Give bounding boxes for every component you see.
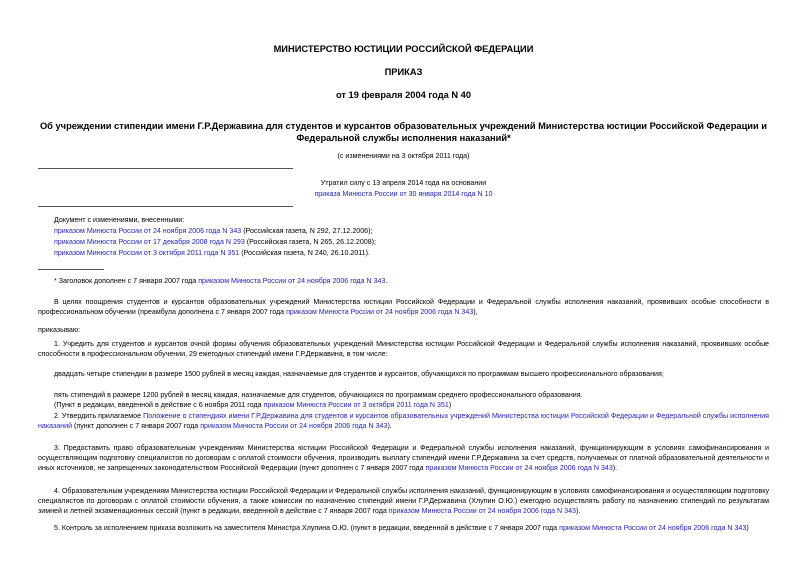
- item-4-link[interactable]: приказом Минюста России от 24 ноября 2006 года N 343: [388, 507, 576, 516]
- item-5: 5. Контроль за исполнением приказа возложить на заместителя Министра Хлупина О.Ю. (пункт в редакции, введенной в действие с 7 января 2007 года приказом Минюста России от 24 ноября 2006 года N 343): [54, 524, 749, 532]
- footnote-link[interactable]: приказом Минюста России от 24 ноября 2006 года N 343: [198, 277, 386, 285]
- amendments-heading: Документ с изменениями, внесенными:: [54, 216, 185, 224]
- footnote-divider: [38, 269, 104, 270]
- divider: [38, 168, 293, 169]
- item-5-link[interactable]: приказом Минюста России от 24 ноября 2006 года N 343: [559, 524, 747, 532]
- amended-note: (с изменениями на 3 октября 2011 года): [337, 152, 470, 160]
- item-1b: пять стипендий в размере 1200 рублей в месяц каждая, назначаемые для студентов, обучающихся по программам среднего профессионального образования.: [54, 391, 583, 399]
- ministry-title: МИНИСТЕРСТВО ЮСТИЦИИ РОССИЙСКОЙ ФЕДЕРАЦИИ: [273, 44, 534, 54]
- preamble-link[interactable]: приказом Минюста России от 24 ноября 2006 года N 343: [286, 308, 474, 317]
- item-4: 4. Образовательным учреждениям Министерства юстиции Российской Федерации и Федеральной службы исполнения наказаний, функционирующим в условиях самофинансирования и осуществляющим подготовку специалистов по договорам с оплатой стоимости обучения, а также комиссии по назначению стипендий имени Г.Р.Державина (Хлупин О.Ю.) ежегодно осуществлять работу по назначению стипендий по результатам зимней и летней экзаменационных сессий (пункт в редакции, введенной в действие с 7 января 2007 года приказом Минюста России от 24 ноября 2006 года N 343).: [38, 487, 769, 516]
- item-1a: двадцать четыре стипендии в размере 1500 рублей в месяц каждая, назначаемые для студентов и курсантов, обучающихся по программам высшего профессионального образования;: [54, 370, 664, 378]
- validity-link[interactable]: приказа Минюста России от 30 января 2014 года N 10: [314, 190, 493, 198]
- doc-type: ПРИКАЗ: [384, 67, 423, 77]
- item-1: 1. Учредить для студентов и курсантов очной формы обучения образовательных учреждений Министерства юстиции Российской Федерации и Федеральной службы исполнения наказаний, проявивших особые способности в профессиональном обучении, 29 ежегодных стипендий имени Г.Р.Державина, в том числе:: [38, 340, 769, 359]
- order-word: приказываю:: [38, 326, 81, 334]
- amendment-item: приказом Минюста России от 3 октября 2011 года N 351 (Российская газета, N 240, 26.10.2011).: [54, 249, 370, 257]
- footnote: * Заголовок дополнен с 7 января 2007 года приказом Минюста России от 24 ноября 2006 года N 343.: [54, 277, 388, 285]
- doc-date-number: от 19 февраля 2004 года N 40: [335, 90, 472, 100]
- item-3-link[interactable]: приказом Минюста России от 24 ноября 2006 года N 343: [425, 464, 613, 473]
- doc-title-line1: Об учреждении стипендии имени Г.Р.Державина для студентов и курсантов образовательных учреждений Министерства юстиции Российской Федерации и: [39, 121, 768, 131]
- amendment-link[interactable]: приказом Минюста России от 3 октября 2011 года N 351: [54, 249, 240, 257]
- item-2-link[interactable]: приказом Минюста России от 24 ноября 2006 года N 343: [200, 422, 388, 431]
- amendment-link[interactable]: приказом Минюста России от 17 декабря 2008 года N 293: [54, 238, 245, 246]
- divider: [38, 206, 293, 207]
- validity-text: Утратил силу с 13 апреля 2014 года на основании: [320, 179, 487, 187]
- amendment-item: приказом Минюста России от 24 ноября 2006 года N 343 (Российская газета, N 292, 27.12.2006);: [54, 227, 373, 235]
- item-1-note-link[interactable]: приказом Минюста России от 3 октября 2011 года N 351: [263, 401, 449, 409]
- doc-title-line2: Федеральной службы исполнения наказаний*: [296, 133, 511, 143]
- item-1-note: (Пункт в редакции, введенной в действие с 6 ноября 2011 года приказом Минюста России от 3 октября 2011 года N 351): [54, 401, 452, 409]
- validity-block: [0, 190, 807, 200]
- regulation-link[interactable]: Положение о стипендиях имени Г.Р.Державина для студентов и курсантов образовательных учреждений Министерства юстиции Российской Федерации и Федеральной службы исполнения наказаний: [38, 412, 769, 431]
- item-2: 2. Утвердить прилагаемое Положение о стипендиях имени Г.Р.Державина для студентов и курсантов образовательных учреждений Министерства юстиции Российской Федерации и Федеральной службы исполнения наказаний (пункт дополнен с 7 января 2007 года приказом Минюста России от 24 ноября 2006 года N 343).: [38, 412, 769, 431]
- amendment-item: приказом Минюста России от 17 декабря 2008 года N 293 (Российская газета, N 265, 26.12.2008);: [54, 238, 377, 246]
- item-3: 3. Предоставить право образовательным учреждениям Министерства юстиции Российской Федерации и Федеральной службы исполнения наказаний, функционирующим в условиях самофинансирования и осуществляющим подготовку специалистов по договорам с оплатой стоимости обучения, производить выплату стипендий имени Г.Р.Державина за счет средств, получаемых от платной образовательной деятельности и иных источников, не запрещенных законодательством Российской Федерации (пункт дополнен с 7 января 2007 года приказом Минюста России от 24 ноября 2006 года N 343).: [38, 444, 769, 473]
- amendment-link[interactable]: приказом Минюста России от 24 ноября 2006 года N 343: [54, 227, 242, 235]
- preamble: В целях поощрения студентов и курсантов образовательных учреждений Министерства юстиции Российской Федерации и Федеральной службы исполнения наказаний, проявивших особые способности в профессиональном обучении (преамбула дополнена с 7 января 2007 года приказом Минюста России от 24 ноября 2006 года N 343),: [38, 298, 769, 317]
